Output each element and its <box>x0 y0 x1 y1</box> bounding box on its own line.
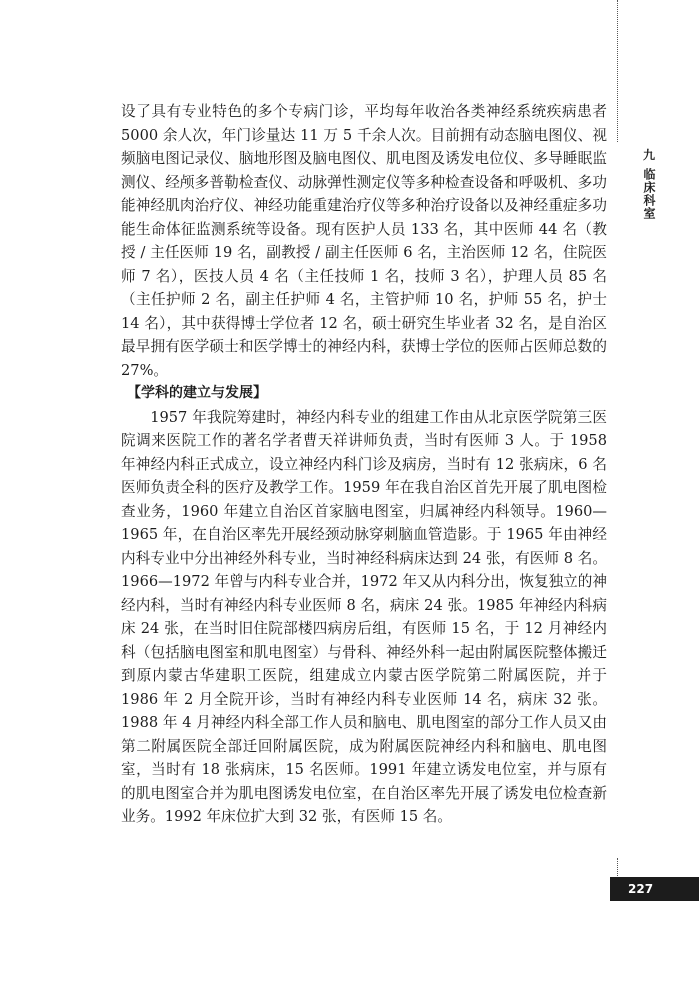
chapter-side-title <box>637 148 661 220</box>
paragraph-history: 1957 年我院筹建时，神经内科专业的组建工作由从北京医学院第三医院调来医院工作的著名学者曹天祥讲师负责，当时有医师 3 人。于 1958 年神经内科正式成立，设立神经内科门诊及病房，当时有 12 张病床，6 名医师负责全科的医疗及教学工作。1959 年在我自治区首先开展了肌电图检查业务，1960 年建立自治区首家脑电图室，归属神经内科领导。1960—1965 年，在自治区率先开展经颈动脉穿刺脑血管造影。于 1965 年由神经内科专业中分出神经外科专业，当时神经科病床达到 24 张，有医师 8 名。1966—1972 年曾与内科专业合并，1972 年又从内科分出，恢复独立的神经内科，当时有神经内科专业医师 8 名，病床 24 张。1985 年神经内科病床 24 张，在当时旧住院部楼四病房后组，有医师 15 名，于 12 月神经内科（包括脑电图室和肌电图室）与骨科、神经外科一起由附属医院整体搬迁到原内蒙古华建职工医院，组建成立内蒙古医学院第二附属医院，并于 1986 年 2 月全院开诊，当时有神经内科专业医师 14 名，病床 32 张。1988 年 4 月神经内科全部工作人员和脑电、肌电图室的部分工作人员又由第二附属医院全部迁回附属医院，成为附属医院神经内科和脑电、肌电图室，当时有 18 张病床，15 名医师。1991 年建立诱发电位室，并与原有的肌电图室合并为肌电图诱发电位室，在自治区率先开展了诱发电位检查新业务。1992 年床位扩大到 32 张，有医师 15 名。 <box>121 408 607 825</box>
footer-dotted-rule <box>617 858 618 878</box>
chapter-title: 临床科室 <box>642 168 656 220</box>
side-dotted-rule <box>617 0 618 142</box>
page-number: 227 <box>610 877 699 901</box>
chapter-number: 九 <box>642 148 655 162</box>
paragraph-continued: 设了具有专业特色的多个专病门诊，平均每年收治各类神经系统疾病患者 5000 余人次，年门诊量达 11 万 5 千余人次。目前拥有动态脑电图仪、视频脑电图记录仪、脑地形图及脑电图仪、肌电图及诱发电位仪、多导睡眠监测仪、经颅多普勒检查仪、动脉弹性测定仪等多种检查设备和呼吸机、多功能神经肌肉治疗仪、神经功能重建治疗仪等多种治疗设备以及神经重症多功能生命体征监测系统等设备。现有医护人员 133 名，其中医师 44 名（教授 / 主任医师 19 名，副教授 / 副主任医师 6 名，主治医师 12 名，住院医师 7 名），医技人员 4 名（主任技师 1 名，技师 3 名），护理人员 85 名（主任护师 2 名，副主任护师 4 名，主管护师 10 名，护师 55 名，护士 14 名），其中获得博士学位者 12 名，硕士研究生毕业者 32 名，是自治区最早拥有医学硕士和医学博士的神经内科，获博士学位的医师占医师总数的 27%。 <box>121 103 607 379</box>
section-heading: 【学科的建立与发展】 <box>127 385 267 401</box>
body-text <box>121 100 607 829</box>
